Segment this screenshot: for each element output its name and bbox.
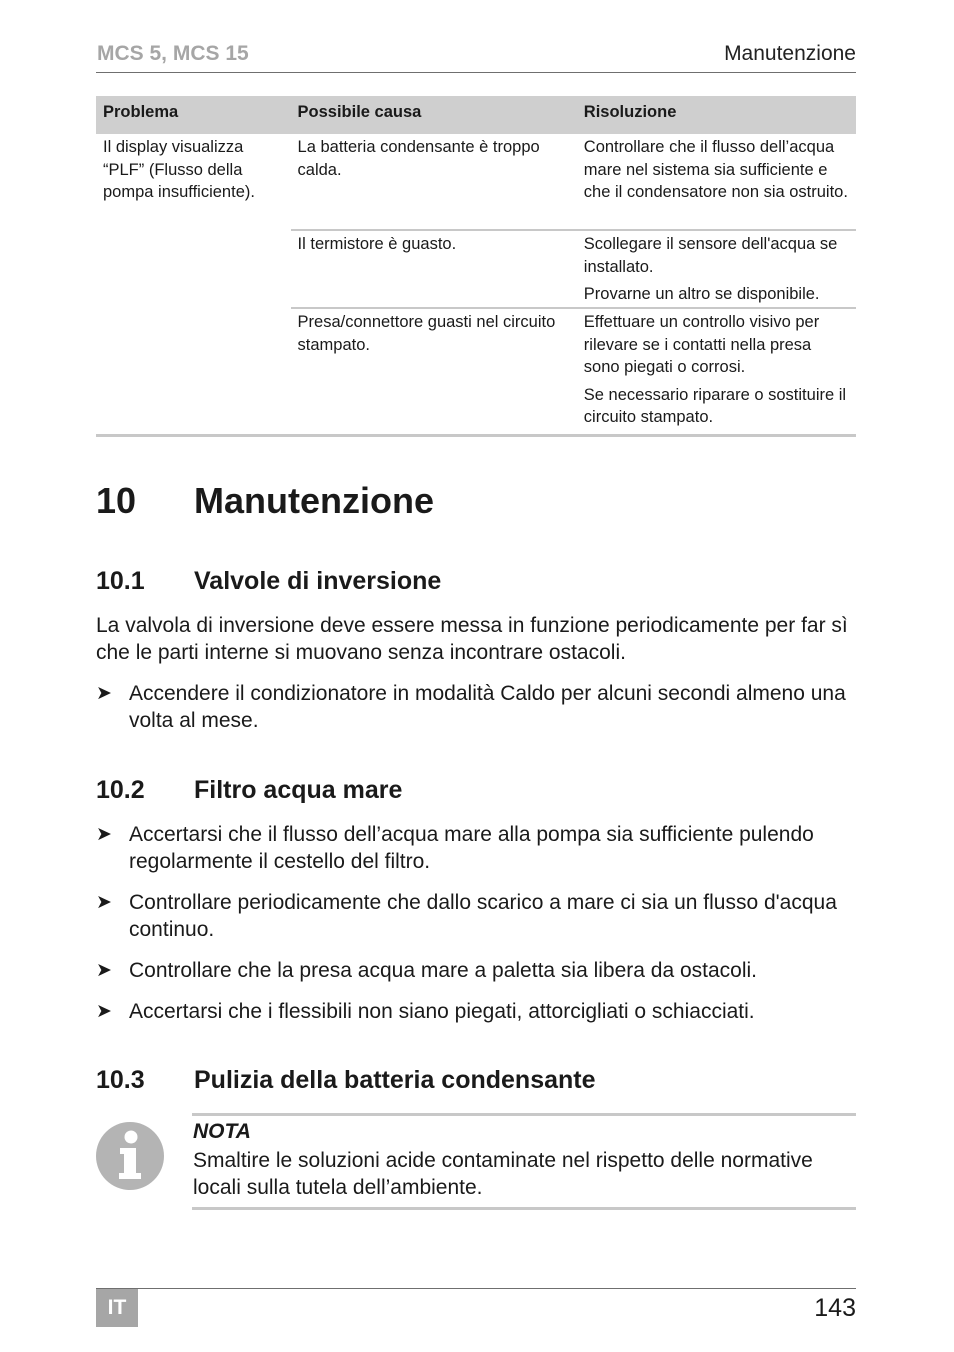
note-text: Smaltire le soluzioni acide contaminate nel rispetto delle normative locali sulla tutela dell’ambiente. [193, 1149, 813, 1199]
section-heading [96, 1066, 596, 1095]
cell-solution [577, 134, 856, 230]
language-badge: IT [96, 1289, 138, 1327]
col-header-problem: Problema [96, 96, 291, 134]
note-top-rule [192, 1113, 856, 1116]
solution-text: Provarne un altro se disponibile. [583, 285, 820, 303]
troubleshooting-table [96, 96, 856, 429]
bullet-text: Controllare periodicamente che dallo scarico a mare ci sia un flusso d'acqua continuo. [129, 891, 837, 941]
bullet-item [96, 821, 866, 875]
page-number: 143 [814, 1294, 856, 1322]
section-title: Valvole di inversione [194, 567, 442, 595]
note-title: NOTA [193, 1120, 251, 1143]
header-rule [96, 72, 856, 73]
section-heading [96, 776, 402, 805]
solution-text: Controllare che il flusso dell’acqua mare nel sistema sia sufficiente e che il condensatore non sia ostruito. [583, 138, 848, 201]
arrow-bullet-icon: ➤ [96, 683, 112, 704]
arrow-bullet-icon: ➤ [96, 892, 112, 913]
bullet-item [96, 998, 866, 1025]
arrow-bullet-icon: ➤ [96, 960, 112, 981]
cell-problem: Il display visualizza “PLF” (Flusso della pompa insufficiente). [103, 138, 255, 201]
arrow-bullet-icon: ➤ [96, 1001, 112, 1022]
col-header-cause: Possibile causa [291, 96, 577, 134]
table-bottom-rule [96, 434, 856, 437]
note-bottom-rule [192, 1207, 856, 1210]
cell-cause: Presa/connettore guasti nel circuito stampato. [291, 308, 577, 429]
section-number: 10.2 [96, 776, 145, 804]
bullet-text: Accertarsi che i flessibili non siano piegati, attorcigliati o schiacciati. [129, 1000, 755, 1023]
section-title: Pulizia della batteria condensante [194, 1066, 596, 1094]
chapter-number: 10 [96, 480, 137, 521]
paragraph: La valvola di inversione deve essere messa in funzione periodicamente per far sì che le parti interne si muovano senza incontrare ostacoli. [96, 614, 848, 664]
info-icon [96, 1122, 164, 1190]
arrow-bullet-icon: ➤ [96, 824, 112, 845]
solution-text: Se necessario riparare o sostituire il circuito stampato. [583, 385, 847, 426]
cell-cause: Il termistore è guasto. [291, 230, 577, 308]
footer-rule [96, 1288, 856, 1289]
bullet-item [96, 889, 866, 943]
header-section: Manutenzione [724, 42, 856, 65]
cell-cause: La batteria condensante è troppo calda. [297, 138, 540, 179]
bullet-text: Controllare che la presa acqua mare a paletta sia libera da ostacoli. [129, 959, 758, 982]
bullet-text: Accendere il condizionatore in modalità Caldo per alcuni secondi almeno una volta al mese. [129, 682, 846, 732]
table-row [96, 134, 856, 230]
col-header-solution: Risoluzione [577, 96, 856, 134]
bullet-item [96, 957, 866, 984]
cell-solution [577, 308, 856, 429]
section-title: Filtro acqua mare [194, 776, 403, 804]
section-number: 10.1 [96, 567, 145, 595]
section-number: 10.3 [96, 1066, 145, 1094]
chapter-heading [96, 480, 434, 522]
bullet-text: Accertarsi che il flusso dell’acqua mare alla pompa sia sufficiente pulendo regolarmente il cestello del filtro. [129, 823, 814, 873]
chapter-title: Manutenzione [194, 480, 434, 521]
bullet-item [96, 680, 866, 734]
section-heading [96, 567, 441, 596]
cell-solution [577, 230, 856, 308]
header-model: MCS 5, MCS 15 [97, 42, 249, 65]
solution-text: Scollegare il sensore dell'acqua se installato. [583, 235, 838, 276]
solution-text: Effettuare un controllo visivo per rilevare se i contatti nella presa sono piegati o corrosi. [583, 313, 820, 376]
table-header-row [96, 96, 856, 134]
